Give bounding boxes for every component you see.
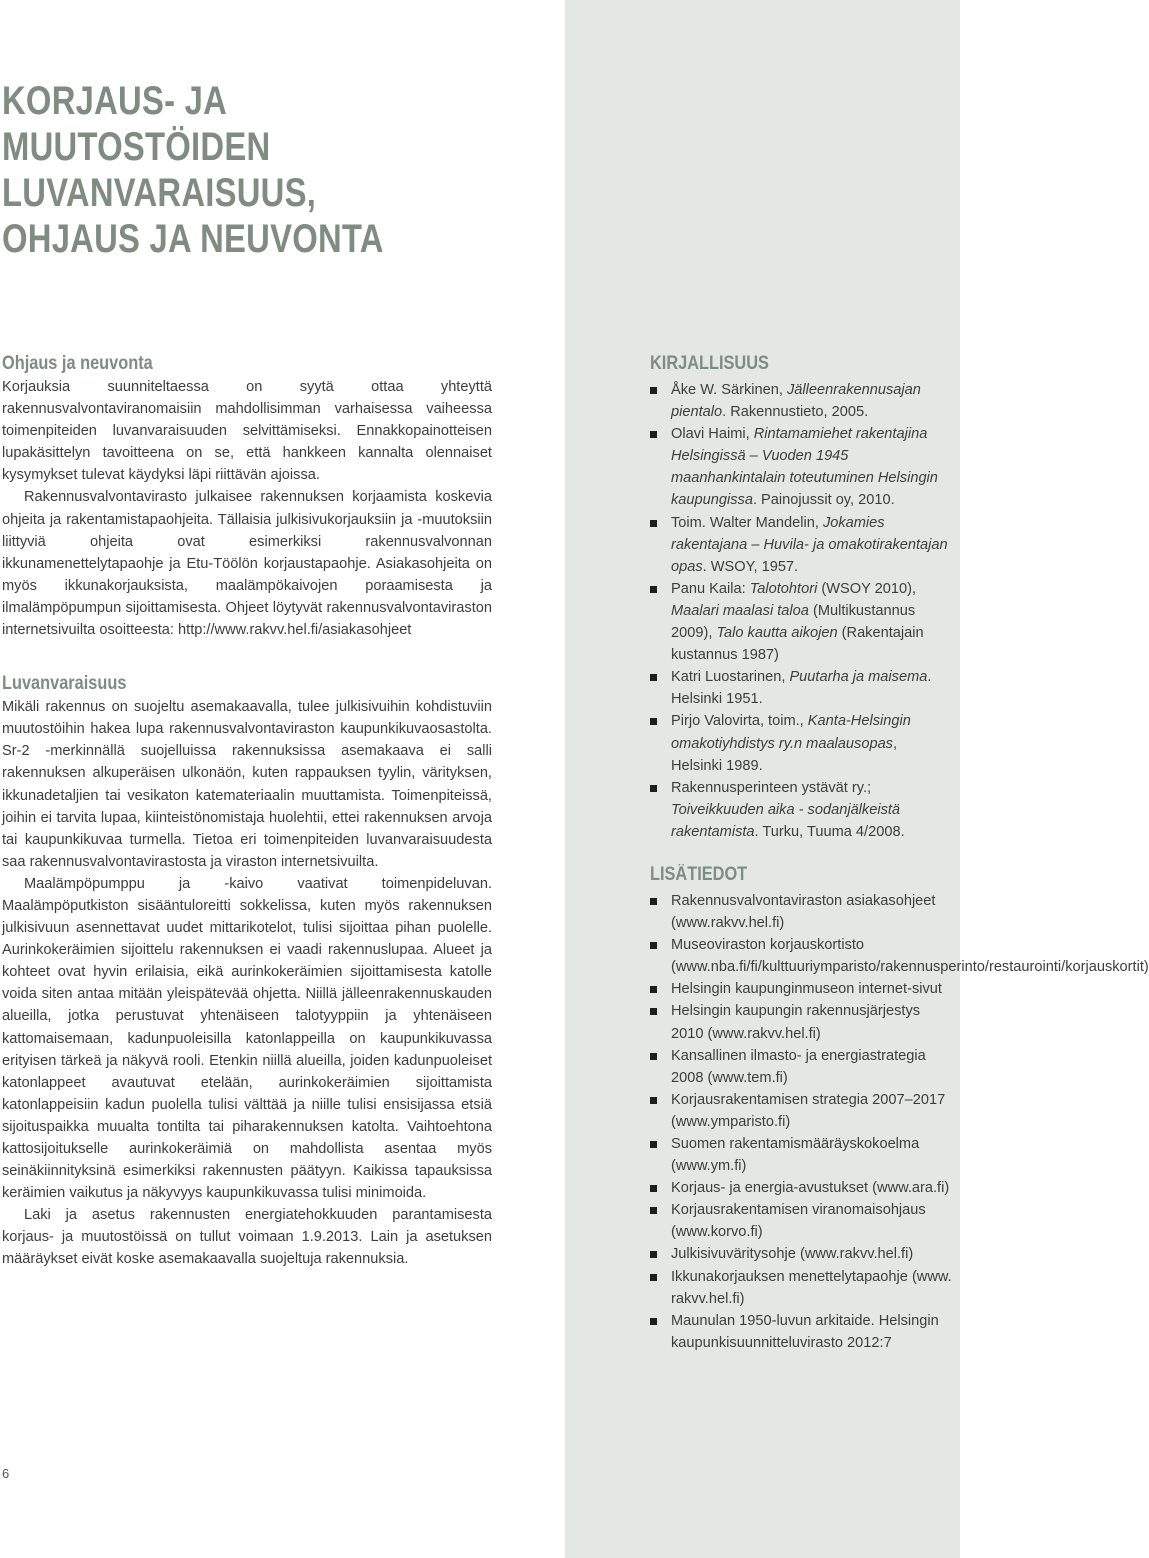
section-luvanvaraisuus <box>2 672 492 1270</box>
sidebar <box>650 352 1149 1354</box>
section-heading-ohjaus: Ohjaus ja neuvonta <box>2 353 153 374</box>
paragraph: Laki ja asetus rakennusten energiatehokkuuden parantamisesta korjaus- ja muutostöissä on tullut voimaan 1.9.2013. Lain ja asetuksen määräykset eivät koske asemakaavalla suojeltuja rakennuksia. <box>2 1207 492 1268</box>
title-line-2: MUUTOSTÖIDEN <box>2 125 271 169</box>
list-item: Korjausrakentamisen strategia 2007–2017 (www.ymparisto.fi) <box>650 1089 952 1133</box>
lisatiedot-heading: LISÄTIEDOT <box>650 863 748 885</box>
paragraph: Rakennusvalvontavirasto julkaisee rakennuksen korjaamista koskevia ohjeita ja rakentamistapaohjeita. Tällaisia julkisivukorjauksiin ja -muutoksiin liittyviä ohjeita ovat esimerkiksi rakennusvalvonnan ikkunamenettelytapaohje ja Etu-Töölön korjaustapaohje. Asiakasohjeita on myös ikkunakorjauksista, maalämpökaivojen poraamisesta ja ilmalämpöpumpun sijoittamisesta. Ohjeet löytyvät rakennusvalvontaviraston internetsivuilta osoitteesta: http://www.rakvv.hel.fi/asiakasohjeet <box>2 489 492 639</box>
kirjallisuus-heading: KIRJALLISUUS <box>650 353 769 374</box>
list-item: Helsingin kaupungin rakennusjärjestys 2010 (www.rakvv.hel.fi) <box>650 1000 952 1044</box>
list-item: Åke W. Särkinen, Jälleenrakennusajan pientalo. Rakennustieto, 2005. <box>650 379 952 423</box>
list-item: Helsingin kaupunginmuseon internet-sivut <box>650 978 952 1000</box>
list-item: Katri Luostarinen, Puutarha ja maisema. Helsinki 1951. <box>650 666 952 710</box>
section-ohjaus <box>2 352 492 641</box>
list-item: Rakennusvalvontaviraston asiakasohjeet (www.rakvv.hel.fi) <box>650 890 952 934</box>
list-item: Rakennusperinteen ystävät ry.; Toiveikkuuden aika - sodanjälkeistä rakentamista. Turku, Tuuma 4/2008. <box>650 777 952 843</box>
kirjallisuus-list <box>650 379 952 843</box>
list-item: Olavi Haimi, Rintamamiehet rakentajina Helsingissä – Vuoden 1945 maanhankintalain toteutuminen Helsingin kaupungissa. Painojussit oy, 2010. <box>650 423 952 511</box>
list-item: Suomen rakentamismääräyskokoelma (www.ym.fi) <box>650 1133 952 1177</box>
list-item: Korjaus- ja energia-avustukset (www.ara.fi) <box>650 1177 952 1199</box>
list-item: Pirjo Valovirta, toim., Kanta-Helsingin omakotiyhdistys ry.n maalausopas, Helsinki 1989. <box>650 710 952 776</box>
list-item: Toim. Walter Mandelin, Jokamies rakentajana – Huvila- ja omakotirakentajan opas. WSOY, 1957. <box>650 512 952 578</box>
section-heading-luvanvaraisuus: Luvanvaraisuus <box>2 673 127 695</box>
lisatiedot-list <box>650 890 1149 1354</box>
list-item: Ikkunakorjauksen menettelytapaohje (www. rakvv.hel.fi) <box>650 1266 952 1310</box>
list-item: Julkisivuväritysohje (www.rakvv.hel.fi) <box>650 1243 952 1265</box>
list-item: Panu Kaila: Talotohtori (WSOY 2010), Maalari maalasi taloa (Multikustannus 2009), Talo kautta aikojen (Rakentajain kustannus 1987) <box>650 578 952 666</box>
paragraph: Korjauksia suunniteltaessa on syytä ottaa yhteyttä rakennusvalvontaviranomaisiin mahdollisimman varhaisessa vaiheessa toimenpiteiden luvanvaraisuuden selvittämiseksi. Ennakkopainotteisen lupakäsittelyn tavoitteena on se, että hankkeen kannalta olennaiset kysymykset tulevat käydyksi läpi riittävän ajoissa. <box>2 379 492 484</box>
title-line-1: KORJAUS- JA <box>2 79 228 123</box>
main-column <box>2 352 492 1271</box>
list-item: Kansallinen ilmasto- ja energiastrategia 2008 (www.tem.fi) <box>650 1045 952 1089</box>
list-item: Museoviraston korjauskortisto (www.nba.fi/fi/kulttuuriymparisto/rakennusperinto/restaurointi/korjauskortit) <box>650 934 952 978</box>
list-item: Maunulan 1950-luvun arkitaide. Helsingin kaupunkisuunnitteluvirasto 2012:7 <box>650 1310 952 1354</box>
list-item: Korjausrakentamisen viranomaisohjaus (www.korvo.fi) <box>650 1199 952 1243</box>
page-number: 6 <box>2 1466 10 1481</box>
title-line-3: LUVANVARAISUUS, <box>2 171 317 215</box>
paragraph: Maalämpöpumppu ja -kaivo vaativat toimenpideluvan. Maalämpöputkiston sisääntuloreitti sokkelissa, kuten myös rakennuksen julkisivuun asennettavat uudet mittarikotelot, tulisi sijoittaa pihan puolelle. Aurinkokeräimien sijoittelu rakennuksen ei vaadi rakennuslupaa. Alueet ja kohteet ovat hyvin erilaisia, eikä aurinkokeräimien sijoittamisesta katolle voida siten antaa mitään yleispätevää ohjetta. Niillä jälleenrakennuskauden alueilla, jotka perustuvat yhtenäiseen talotyyppiin ja yhtenäiseen kattomaisemaan, kadunpuoleisilla katonlappeilla on kaupunkikuvassa erityisen tärkeä ja näkyvä rooli. Etenkin niillä alueilla, joiden kadunpuoleiset katonlappeet avautuvat etelään, aurinkokeräimien sijoittamista katonlappeisiin kadun puolella tulisi välttää ja niille tulisi ensisijassa etsiä sijoituspaikka muualta tontilta tai piharakennuksen katolta. Vaihtoehtona kattosijoitukselle aurinkokeräimiä on mahdollista asentaa myös seinäkiinnityksinä esimerkiksi rakennusten päätyyn. Kaikissa tapauksissa keräimien vaikutus ja näkyvyys kaupunkikuvassa tulisi minimoida. <box>2 875 492 1202</box>
paragraph: Mikäli rakennus on suojeltu asemakaavalla, tulee julkisivuihin kohdistuviin muutostöihin hakea lupa rakennusvalvontaviraston kaupunkikuvaosastolta. Sr-2 -merkinnällä suojelluissa rakennuksissa asemakaava ei salli rakennuksen alkuperäisen ulkonäön, kuten rappauksen tyylin, värityksen, ikkunadetaljien tai vesikaton katemateriaalin muuttamista. Toimenpiteissä, joihin ei tarvita lupaa, kiinteistönomistaja huolehtii, ettei rakennuksen arvoja tai kaupunkikuvaa turmella. Tietoa eri toimenpiteiden luvanvaraisuudesta saa rakennusvalvontavirastosta ja viraston internetsivuilta. <box>2 699 492 870</box>
page-title <box>2 78 445 262</box>
title-line-4: OHJAUS JA NEUVONTA <box>2 217 384 261</box>
